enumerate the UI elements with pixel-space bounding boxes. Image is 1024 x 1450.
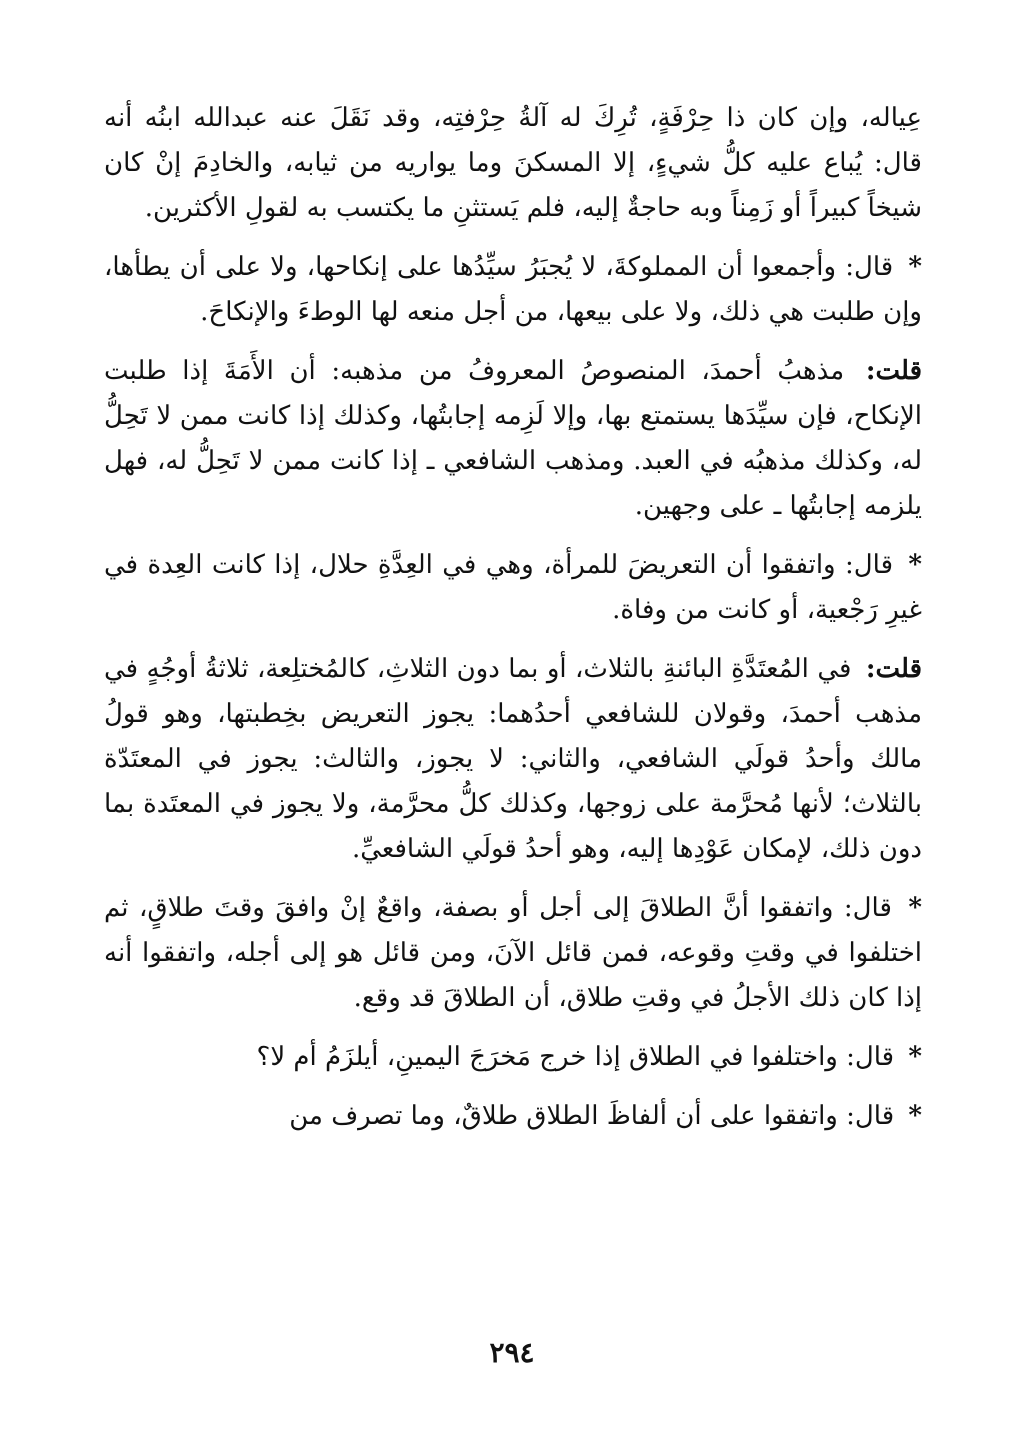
asterisk-marker: * — [908, 1101, 922, 1131]
paragraph-6 — [104, 886, 922, 1021]
page-number: ٢٩٤ — [489, 1336, 535, 1369]
paragraph-3 — [104, 349, 922, 529]
paragraph-text: مذهبُ أحمدَ، المنصوصُ المعروفُ من مذهبه: أن الأَمَةَ إذا طلبت الإنكاح، فإن سيِّدَها يستمتع بها، وإلا لَزِمه إجابتُها، وكذلك إذا كانت ممن لا تَحِلُّ له، وكذلك مذهبُه في العبد. ومذهب الشافعي ـ إذا كانت ممن لا تَحِلُّ له، فهل يلزمه إجابتُها ـ على وجهين. — [104, 356, 922, 521]
qult-heading: قلت: — [865, 356, 923, 386]
paragraph-text: قال: واتفقوا أنَّ الطلاقَ إلى أجل أو بصفة، واقعٌ إنْ وافقَ وقتَ طلاقٍ، ثم اختلفوا في وقتِ وقوعه، فمن قائل الآنَ، ومن قائل هو إلى أجله، واتفقوا أنه إذا كان ذلك الأجلُ في وقتِ طلاق، أن الطلاقَ قد وقع. — [104, 893, 922, 1013]
paragraph-text: قال: واتفقوا أن التعريضَ للمرأة، وهي في العِدَّةِ حلال، إذا كانت العِدة في غيرِ رَجْعية، أو كانت من وفاة. — [104, 550, 922, 625]
paragraph-5 — [104, 647, 922, 872]
paragraph-text: في المُعتَدَّةِ البائنةِ بالثلاث، أو بما دون الثلاثِ، كالمُختلِعة، ثلاثةُ أوجُهٍ في مذهب أحمدَ، وقولان للشافعي أحدُهما: يجوز التعريض بخِطبتها، وهو قولُ مالك وأحدُ قولَي الشافعي، والثاني: لا يجوز، والثالث: يجوز في المعتَدّة بالثلاث؛ لأنها مُحرَّمة على زوجها، وكذلك كلُّ محرَّمة، ولا يجوز في المعتَدة بما دون ذلك، لإمكان عَوْدِها إليه، وهو أحدُ قولَي الشافعيِّ. — [104, 654, 922, 864]
paragraph-8 — [104, 1094, 922, 1139]
paragraph-1 — [104, 96, 922, 231]
paragraph-4 — [104, 543, 922, 633]
asterisk-marker: * — [908, 1042, 922, 1072]
asterisk-marker: * — [908, 252, 923, 282]
paragraph-2 — [104, 245, 922, 335]
paragraph-text: قال: وأجمعوا أن المملوكةَ، لا يُجبَرُ سيِّدُها على إنكاحها، ولا على أن يطأها، وإن طلبت هي ذلك، ولا على بيعها، من أجل منعه لها الوطءَ والإنكاحَ. — [104, 252, 922, 327]
qult-heading: قلت: — [865, 654, 923, 684]
book-page — [104, 96, 922, 1396]
paragraph-text: عِياله، وإن كان ذا حِرْفَةٍ، تُرِكَ له آلةُ حِرْفتِه، وقد نَقَلَ عنه عبدالله ابنُه أنه قال: يُباع عليه كلُّ شيءٍ، إلا المسكنَ وما يواريه من ثيابه، والخادِمَ إنْ كان شيخاً كبيراً أو زَمِناً وبه حاجةٌ إليه، فلم يَستثنِ ما يكتسب به لقولِ الأكثرين. — [104, 103, 922, 223]
paragraph-text: قال: واتفقوا على أن ألفاظَ الطلاق طلاقٌ، وما تصرف من — [289, 1101, 895, 1131]
asterisk-marker: * — [908, 550, 922, 580]
asterisk-marker: * — [908, 893, 923, 923]
paragraph-text: قال: واختلفوا في الطلاق إذا خرج مَخرَجَ اليمينِ، أيلزَمُ أم لا؟ — [256, 1042, 895, 1072]
paragraph-7 — [104, 1035, 922, 1080]
